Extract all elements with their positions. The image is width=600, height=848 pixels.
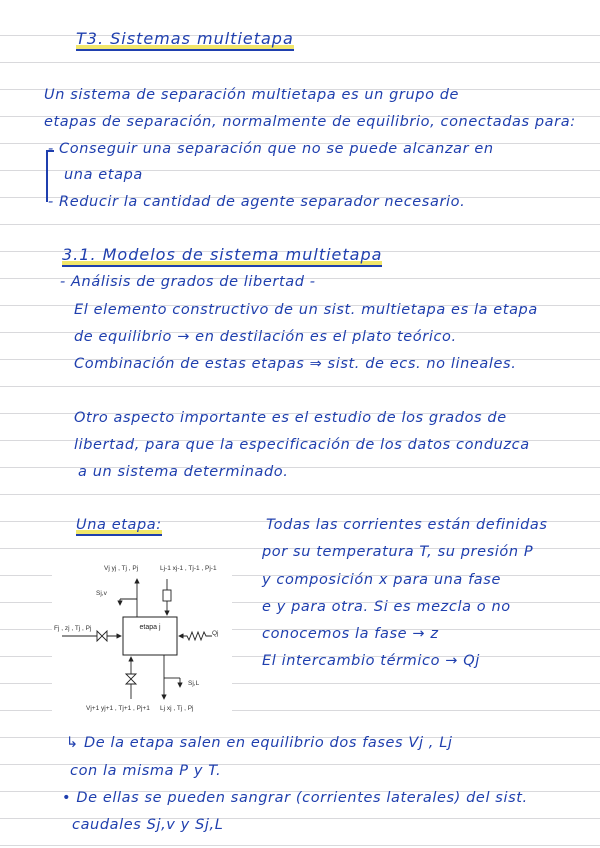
stage-diagram bbox=[52, 557, 232, 720]
una-etapa-label-text: Una etapa: bbox=[76, 517, 162, 536]
feed-valve bbox=[97, 631, 107, 641]
page-title bbox=[76, 30, 294, 48]
heat-arrow bbox=[179, 632, 212, 640]
para1-line-3: Combinación de estas etapas ⇒ sist. de ecs. no lineales. bbox=[74, 356, 517, 372]
para2-line-3: a un sistema determinado. bbox=[78, 464, 289, 480]
side-vapor-label: Sj,v bbox=[96, 590, 107, 597]
purpose-item-2: - Reducir la cantidad de agente separador necesario. bbox=[48, 194, 466, 210]
side-liquid-label: Sj,L bbox=[188, 680, 200, 687]
stage-box bbox=[123, 617, 177, 655]
stage-label: etapa j bbox=[139, 624, 161, 631]
feed-label: Fj , zj , Tj , Pj bbox=[54, 625, 92, 632]
una-etapa-note-6: El intercambio térmico → Qj bbox=[262, 653, 480, 669]
una-etapa-note-1: Todas las corrientes están definidas bbox=[266, 517, 548, 533]
bottom-left-stream-label: Vj+1 yj+1 , Tj+1 , Pj+1 bbox=[86, 705, 150, 712]
bottom-right-stream-label: Lj xj , Tj , Pj bbox=[160, 705, 194, 712]
purpose-item-1-line-2: una etapa bbox=[64, 167, 143, 183]
conclusion-line-4: caudales Sj,v y Sj,L bbox=[72, 817, 224, 833]
para2-line-2: libertad, para que la especificación de los datos conduzca bbox=[74, 437, 530, 453]
conclusion-line-3: • De ellas se pueden sangrar (corrientes laterales) del sist. bbox=[62, 790, 528, 806]
purpose-item-1-line-1: - Conseguir una separación que no se puede alcanzar en bbox=[48, 141, 494, 157]
intro-line-1: Un sistema de separación multietapa es un grupo de bbox=[44, 87, 460, 103]
section-subheading: - Análisis de grados de libertad - bbox=[60, 274, 316, 290]
conclusion-line-2: con la misma P y T. bbox=[70, 763, 222, 779]
section-heading bbox=[62, 246, 382, 264]
liquid-in-valve bbox=[163, 590, 171, 601]
intro-line-2: etapas de separación, normalmente de equilibrio, conectadas para: bbox=[44, 114, 576, 130]
stage-diagram-drawing bbox=[52, 557, 232, 720]
conclusion-line-1: ↳ De la etapa salen en equilibrio dos fases Vj , Lj bbox=[66, 735, 453, 751]
una-etapa-note-4: e y para otra. Si es mezcla o no bbox=[262, 599, 511, 615]
top-right-stream-label: Lj-1 xj-1 , Tj-1 , Pj-1 bbox=[160, 565, 217, 572]
una-etapa-note-3: y composición x para una fase bbox=[262, 572, 501, 588]
una-etapa-label bbox=[76, 516, 162, 534]
top-left-stream-label: Vj yj , Tj , Pj bbox=[104, 565, 139, 572]
vapor-in-valve bbox=[126, 674, 136, 684]
para1-line-1: El elemento constructivo de un sist. multietapa es la etapa bbox=[74, 302, 538, 318]
section-heading-text: 3.1. Modelos de sistema multietapa bbox=[62, 245, 382, 267]
una-etapa-note-2: por su temperatura T, su presión P bbox=[262, 544, 534, 560]
heat-label: Qj bbox=[212, 630, 219, 637]
page-title-text: T3. Sistemas multietapa bbox=[76, 29, 294, 51]
una-etapa-note-5: conocemos la fase → z bbox=[262, 626, 439, 642]
para1-line-2: de equilibrio → en destilación es el plato teórico. bbox=[74, 329, 457, 345]
para2-line-1: Otro aspecto importante es el estudio de los grados de bbox=[74, 410, 507, 426]
